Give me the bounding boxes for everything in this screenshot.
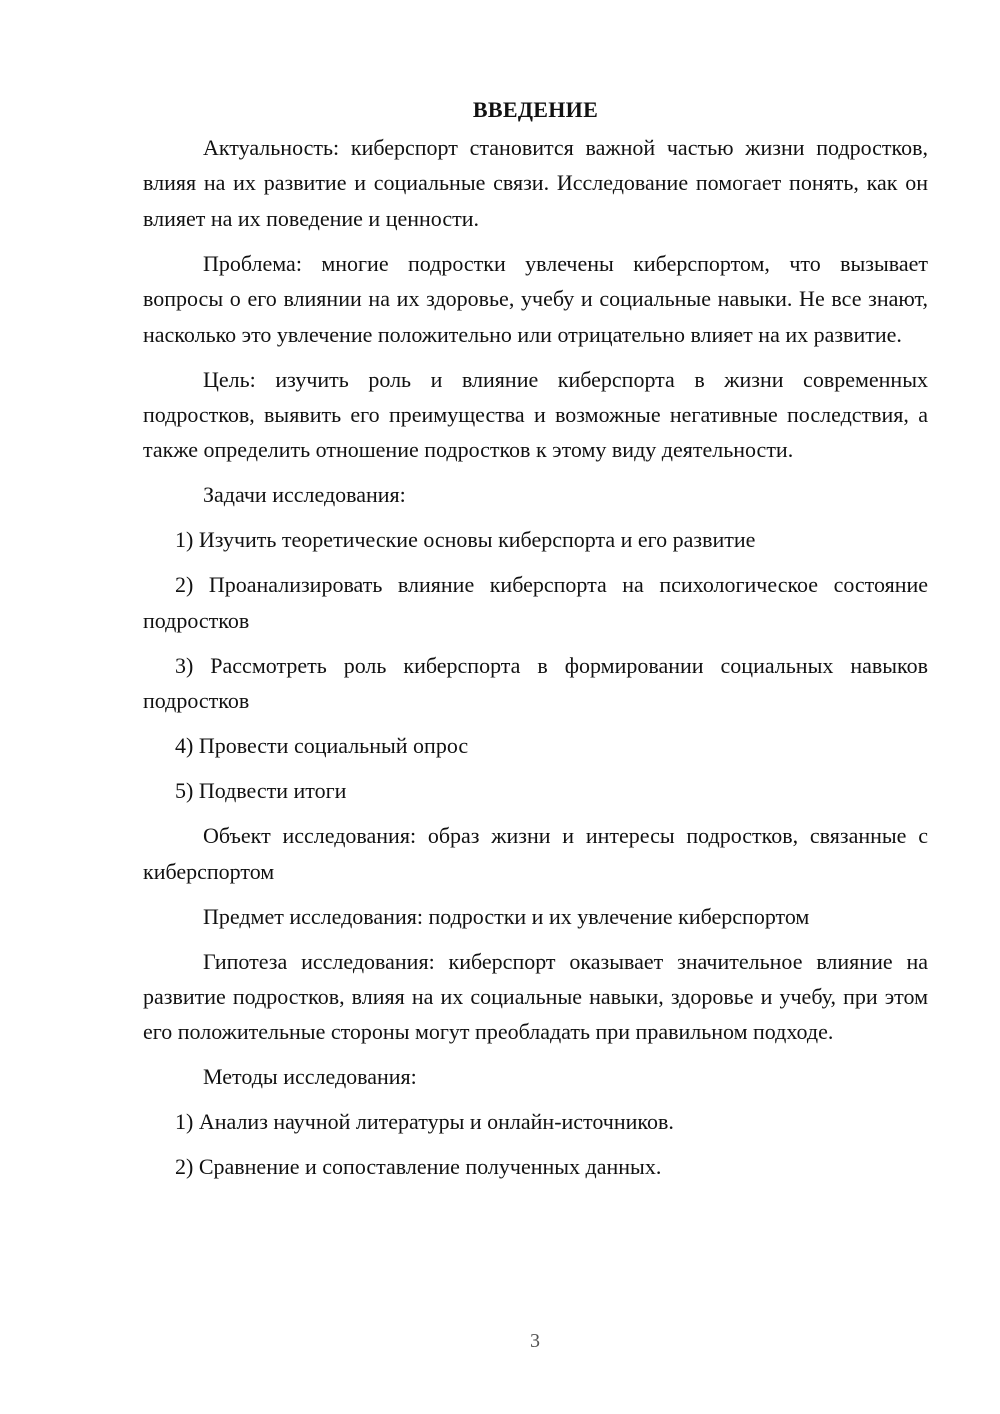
paragraph-subject: Предмет исследования: подростки и их увлечение киберспортом	[203, 903, 810, 929]
page-number: 3	[530, 1330, 540, 1352]
method-item-2: 2) Сравнение и сопоставление полученных данных.	[175, 1154, 662, 1180]
task-item-4: 4) Провести социальный опрос	[175, 733, 469, 759]
task-item-1: 1) Изучить теоретические основы киберспорта и его развитие	[175, 527, 756, 553]
section-heading: ВВЕДЕНИЕ	[472, 97, 599, 122]
task-item-2: 2) Проанализировать влияние киберспорта на психологическое состояние подростков	[143, 572, 928, 633]
paragraph-problem: Проблема: многие подростки увлечены киберспортом, что вызывает вопросы о его влиянии на их здоровье, учебу и социальные навыки. Не все знают, насколько это увлечение положительно или отрицательно влияет на их развитие.	[143, 250, 928, 347]
paragraph-relevance: Актуальность: киберспорт становится важной частью жизни подростков, влияя на их развитие и социальные связи. Исследование помогает понять, как он влияет на их поведение и ценности.	[143, 135, 928, 231]
paragraph-object: Объект исследования: образ жизни и интересы подростков, связанные с киберспортом	[143, 823, 928, 884]
document-page	[143, 92, 928, 1194]
paragraph-hypothesis: Гипотеза исследования: киберспорт оказывает значительное влияние на развитие подростков, влияя на их социальные навыки, здоровье и учебу, при этом его положительные стороны могут преобладать при правильном подходе.	[143, 948, 928, 1045]
paragraph-goal: Цель: изучить роль и влияние киберспорта в жизни современных подростков, выявить его преимущества и возможные негативные последствия, а также определить отношение подростков к этому виду деятельности.	[143, 366, 928, 463]
task-item-3: 3) Рассмотреть роль киберспорта в формировании социальных навыков подростков	[143, 652, 928, 714]
task-item-5: 5) Подвести итоги	[175, 778, 347, 804]
tasks-title: Задачи исследования:	[203, 482, 406, 508]
methods-title: Методы исследования:	[203, 1064, 417, 1090]
method-item-1: 1) Анализ научной литературы и онлайн-источников.	[175, 1109, 674, 1135]
